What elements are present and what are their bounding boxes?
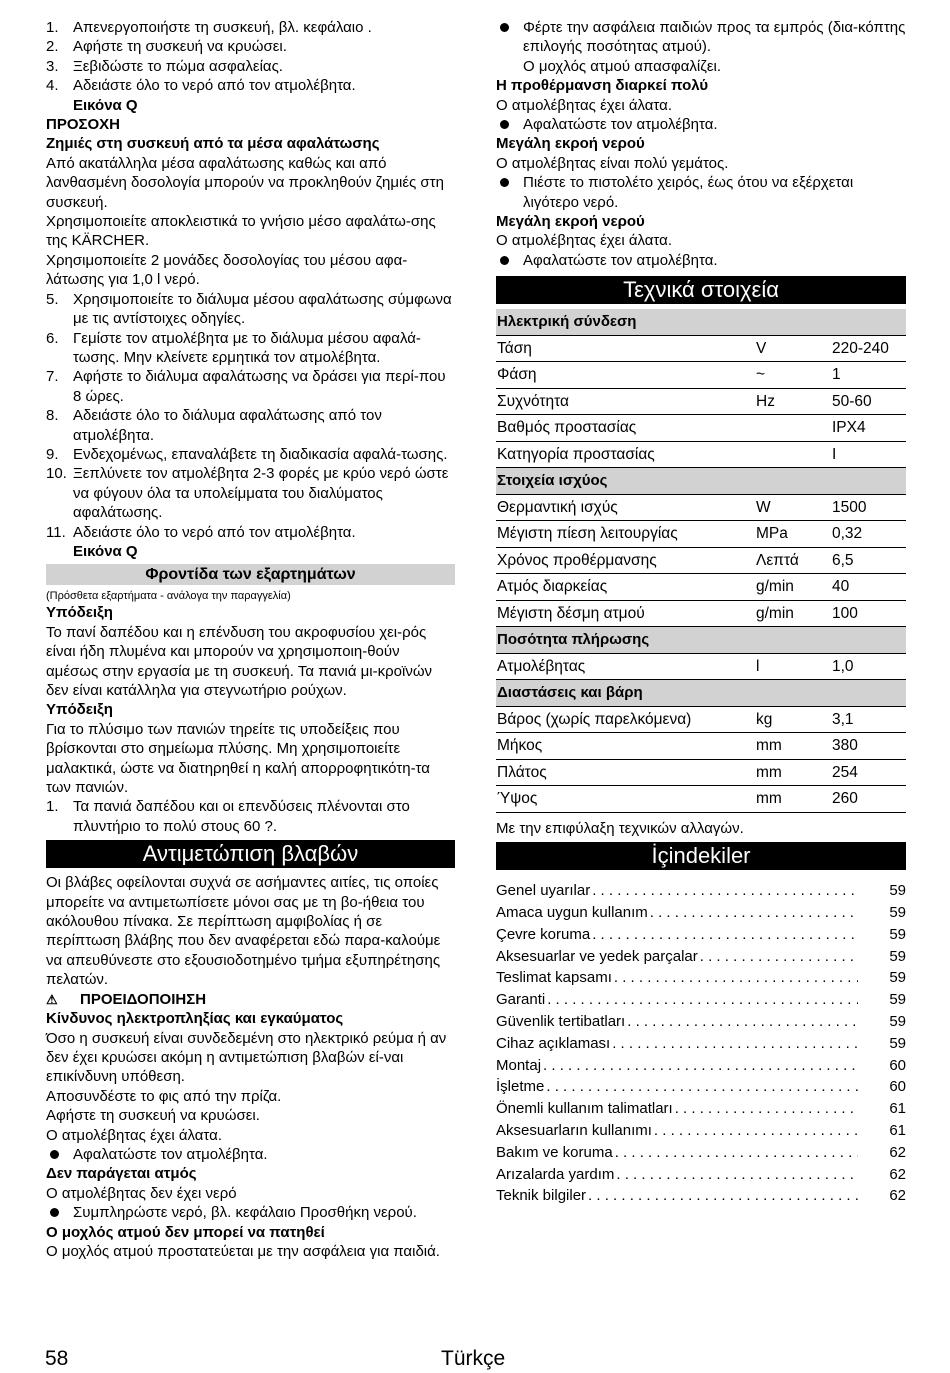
- hint-text: Για το πλύσιμο των πανιών τηρείτε τις υποδείξεις που βρίσκονται στο σημείωμα πλύσης. Μη χρησιμοποιείτε μαλακτικά, ώστε να διατηρηθεί η καλή απορροφητικότη-τα των πανιών.: [46, 720, 430, 797]
- left-column: [46, 18, 455, 1261]
- table-row: [496, 706, 906, 733]
- toc-entry: [496, 989, 906, 1011]
- trouble-intro: Οι βλάβες οφείλονται συχνά σε ασήμαντες αιτίες, τις οποίες μπορείτε να αντιμετωπίσετε μόνοι σας με τη βο-ήθεια του ακόλουθου πίνακα. Σε περίπτωση αμφιβολίας ή σε περίπτωση βλάβης που δεν αναφέρεται εδώ παρα-καλούμε να απευθύνεστε στο εξουσιοδοτημένο τμήμα εξυπηρέτησης πελατών.: [46, 874, 441, 989]
- toc-page: 62: [889, 1187, 906, 1205]
- care-heading: Φροντίδα των εξαρτημάτων: [46, 564, 455, 585]
- toc-entry: [496, 1033, 906, 1055]
- tech-unit: g/min: [755, 600, 831, 627]
- toc-leader: [592, 924, 858, 946]
- bullet-item: Αφαλατώστε τον ατμολέβητα.: [496, 115, 906, 134]
- list-item: 10. Ξεπλύνετε τον ατμολέβητα 2-3 φορές με κρύο νερό ώστε να φύγουν όλα τα υπολείμματα του διαλύματος αφαλάτωσης.: [46, 465, 449, 522]
- tech-param: Μέγιστη πίεση λειτουργίας: [496, 521, 755, 548]
- tech-value: I: [831, 441, 906, 468]
- list-item: 5. Χρησιμοποιείτε το διάλυμα μέσου αφαλάτωσης σύμφωνα με τις αντίστοιχες οδηγίες.: [46, 290, 452, 328]
- toc-entry: [496, 924, 906, 946]
- figure-ref: Εικόνα Q: [73, 542, 138, 560]
- toc-page: 60: [889, 1078, 906, 1096]
- tech-section-row: [496, 680, 906, 707]
- tech-unit: g/min: [755, 574, 831, 601]
- toc-entry: [496, 880, 906, 902]
- toc-leader: [592, 880, 858, 902]
- tech-param: Κατηγορία προστασίας: [496, 441, 755, 468]
- toc-title: Arızalarda yardım: [496, 1165, 615, 1183]
- warning-text: Όσο η συσκευή είναι συνδεδεμένη στο ηλεκτρικό ρεύμα ή αν δεν έχει κρυώσει ακόμη η αντιμετώπιση βλαβών εί-ναι επικίνδυνη υπόθεση.: [46, 1029, 447, 1086]
- list-item: 4. Αδειάστε όλο το νερό από τον ατμολέβητα.: [46, 77, 356, 95]
- water-text: Ο ατμολέβητας είναι πολύ γεμάτος.: [496, 154, 729, 172]
- preheat-title: Η προθέρμανση διαρκεί πολύ: [496, 77, 709, 95]
- toc-title: Genel uyarılar: [496, 882, 591, 900]
- caution-label: ΠΡΟΣΟΧΗ: [46, 116, 121, 134]
- figure-ref: Εικόνα Q: [73, 96, 138, 114]
- tech-value: 1,0: [831, 653, 906, 680]
- steps-b: [46, 290, 455, 542]
- tech-unit: [755, 415, 831, 442]
- table-row: [496, 362, 906, 389]
- toc-title: Çevre koruma: [496, 925, 591, 943]
- tech-value: 260: [831, 786, 906, 813]
- toc-page: 59: [889, 1034, 906, 1052]
- tech-unit: MPa: [755, 521, 831, 548]
- toc-page: 59: [889, 991, 906, 1009]
- table-row: [496, 335, 906, 362]
- tech-section-row: [496, 468, 906, 495]
- bullet-followup: Ο μοχλός ατμού απασφαλίζει.: [523, 57, 722, 75]
- toc-page: 59: [889, 925, 906, 943]
- table-row: [496, 759, 906, 786]
- tech-param: Βάρος (χωρίς παρελκόμενα): [496, 706, 755, 733]
- toc-page: 59: [889, 882, 906, 900]
- toc-title: Montaj: [496, 1056, 542, 1074]
- toc-entry: [496, 946, 906, 968]
- tech-value: 40: [831, 574, 906, 601]
- bullet-item: Πιέστε το πιστολέτο χειρός, έως ότου να εξέρχεται λιγότερο νερό.: [496, 173, 906, 212]
- tech-section-row: [496, 309, 906, 335]
- tech-unit: W: [755, 494, 831, 521]
- toc-page: 62: [889, 1143, 906, 1161]
- table-row: [496, 441, 906, 468]
- lever-title: Ο μοχλός ατμού δεν μπορεί να πατηθεί: [46, 1223, 325, 1241]
- warning-label: ⚠ ΠΡΟΕΙΔΟΠΟΙΗΣΗ: [46, 990, 207, 1008]
- hint-text: Το πανί δαπέδου και η επένδυση του ακροφυσίου χει-ρός είναι ήδη πλυμένα και μπορούν να χρησιμοποιη-θούν αμέσως στην εργασία με τη συσκευή. Τα πανιά μι-κροϊνών δεν είναι κατάλληλα για στεγνωτήριο ρούχων.: [46, 623, 433, 699]
- toc-page: 59: [889, 947, 906, 965]
- tech-section-label: Στοιχεία ισχύος: [496, 468, 906, 495]
- list-item: 7. Αφήστε το διάλυμα αφαλάτωσης να δράσει για περί-που 8 ώρες.: [46, 368, 446, 405]
- toc-title: Cihaz açıklaması: [496, 1034, 611, 1052]
- bullet-item: Αφαλατώστε τον ατμολέβητα.: [46, 1145, 455, 1164]
- table-row: [496, 494, 906, 521]
- toc-leader: [700, 946, 858, 968]
- toc-leader: [543, 1055, 858, 1077]
- tech-unit: Λεπτά: [755, 547, 831, 574]
- toc-title: Aksesuarlar ve yedek parçalar: [496, 947, 698, 965]
- toc-entry: [496, 1076, 906, 1098]
- table-row: [496, 733, 906, 760]
- toc-title: İşletme: [496, 1078, 545, 1096]
- toc-leader: [650, 902, 858, 924]
- toc-title: Bakım ve koruma: [496, 1143, 613, 1161]
- toc-entry: [496, 1164, 906, 1186]
- toc-entry: [496, 1120, 906, 1142]
- tech-value: 220-240: [831, 335, 906, 362]
- toc-title: Garanti: [496, 991, 546, 1009]
- list-item: 8. Αδειάστε όλο το διάλυμα αφαλάτωσης από τον ατμολέβητα.: [46, 407, 382, 444]
- list-item: 9. Ενδεχομένως, επαναλάβετε τη διαδικασία αφαλά-τωσης.: [46, 445, 448, 463]
- toc-entry: [496, 1142, 906, 1164]
- caution-text: Από ακατάλληλα μέσα αφαλάτωσης καθώς και από λανθασμένη δοσολογία μπορούν να προκληθούν ζημιές στη συσκευή.: [46, 154, 444, 211]
- table-row: [496, 415, 906, 442]
- lever-text: Ο μοχλός ατμού προστατεύεται με την ασφάλεια για παιδιά.: [46, 1242, 440, 1260]
- tech-param: Θερμαντική ισχύς: [496, 494, 755, 521]
- preheat-text: Ο ατμολέβητας έχει άλατα.: [496, 96, 672, 114]
- tech-param: Συχνότητα: [496, 388, 755, 415]
- toc-entry: [496, 967, 906, 989]
- tech-section-label: Ποσότητα πλήρωσης: [496, 627, 906, 654]
- caution-title: Ζημιές στη συσκευή από τα μέσα αφαλάτωσης: [46, 135, 380, 153]
- tech-value: 100: [831, 600, 906, 627]
- water-title: Μεγάλη εκροή νερού: [496, 135, 645, 153]
- tech-param: Ύψος: [496, 786, 755, 813]
- toc-title: Teknik bilgiler: [496, 1187, 587, 1205]
- tech-param: Ατμολέβητας: [496, 653, 755, 680]
- tech-heading: Τεχνικά στοιχεία: [496, 276, 906, 304]
- bullet-item: Φέρτε την ασφάλεια παιδιών προς τα εμπρός (δια-κόπτης επιλογής ποσότητας ατμού).: [496, 18, 906, 57]
- list-item: 2. Αφήστε τη συσκευή να κρυώσει.: [46, 38, 287, 56]
- table-row: [496, 574, 906, 601]
- toc-list: [496, 880, 906, 1207]
- list-item: 3. Ξεβιδώστε το πώμα ασφαλείας.: [46, 57, 283, 75]
- steps-a: [46, 18, 455, 96]
- page-number: 58: [45, 1347, 69, 1370]
- bullet-item: Αφαλατώστε τον ατμολέβητα.: [496, 251, 906, 270]
- list-item: 6. Γεμίστε τον ατμολέβητα με το διάλυμα μέσου αφαλά-τωσης. Μην κλείνετε ερμητικά τον ατμολέβητα.: [46, 329, 421, 366]
- warning-text: Ο ατμολέβητας έχει άλατα.: [46, 1126, 222, 1144]
- toc-entry: [496, 1011, 906, 1033]
- tech-value: 254: [831, 759, 906, 786]
- warning-triangle-icon: ⚠: [46, 991, 58, 1007]
- toc-title: Amaca uygun kullanım: [496, 903, 648, 921]
- tech-param: Μέγιστη δέσμη ατμού: [496, 600, 755, 627]
- toc-heading: İçindekiler: [496, 842, 906, 870]
- toc-entry: [496, 1098, 906, 1120]
- tech-param: Πλάτος: [496, 759, 755, 786]
- toc-title: Aksesuarların kullanımı: [496, 1121, 652, 1139]
- tech-value: 380: [831, 733, 906, 760]
- toc-title: Teslimat kapsamı: [496, 969, 612, 987]
- toc-leader: [654, 1120, 858, 1142]
- toc-page: 59: [889, 903, 906, 921]
- caution-text: Χρησιμοποιείτε 2 μονάδες δοσολογίας του μέσου αφα-λάτωσης για 1,0 l νερό.: [46, 251, 408, 289]
- toc-entry: [496, 902, 906, 924]
- water-text: Ο ατμολέβητας έχει άλατα.: [496, 232, 672, 250]
- tech-value: 0,32: [831, 521, 906, 548]
- tech-unit: mm: [755, 733, 831, 760]
- tech-unit: mm: [755, 786, 831, 813]
- page-language: Türkçe: [441, 1347, 506, 1370]
- tech-unit: [755, 441, 831, 468]
- tech-value: 1500: [831, 494, 906, 521]
- table-row: [496, 786, 906, 813]
- tech-value: 3,1: [831, 706, 906, 733]
- tech-param: Φάση: [496, 362, 755, 389]
- caution-text: Χρησιμοποιείτε αποκλειστικά το γνήσιο μέσο αφαλάτω-σης της KÄRCHER.: [46, 213, 436, 250]
- toc-page: 59: [889, 969, 906, 987]
- tech-unit: mm: [755, 759, 831, 786]
- tech-table: [496, 309, 906, 813]
- no-steam-text: Ο ατμολέβητας δεν έχει νερό: [46, 1184, 237, 1202]
- tech-section-label: Διαστάσεις και βάρη: [496, 680, 906, 707]
- no-steam-title: Δεν παράγεται ατμός: [46, 1165, 197, 1183]
- tech-unit: kg: [755, 706, 831, 733]
- warning-text: Αφήστε τη συσκευή να κρυώσει.: [46, 1107, 260, 1125]
- toc-page: 59: [889, 1012, 906, 1030]
- tech-unit: ~: [755, 362, 831, 389]
- list-item: 1. Τα πανιά δαπέδου και οι επενδύσεις πλένονται στο πλυντήριο το πολύ στους 60 ?.: [46, 798, 410, 835]
- toc-leader: [675, 1098, 858, 1120]
- bullet-item: Συμπληρώστε νερό, βλ. κεφάλαιο Προσθήκη νερού.: [46, 1203, 455, 1222]
- toc-leader: [615, 1142, 858, 1164]
- tech-param: Μήκος: [496, 733, 755, 760]
- hint-title: Υπόδειξη: [46, 701, 113, 719]
- table-row: [496, 600, 906, 627]
- toc-entry: [496, 1055, 906, 1077]
- toc-title: Güvenlik tertibatları: [496, 1012, 626, 1030]
- tech-param: Χρόνος προθέρμανσης: [496, 547, 755, 574]
- trouble-heading: Αντιμετώπιση βλαβών: [46, 840, 455, 868]
- table-row: [496, 521, 906, 548]
- table-row: [496, 653, 906, 680]
- toc-leader: [627, 1011, 858, 1033]
- toc-page: 61: [889, 1100, 906, 1118]
- hint-title: Υπόδειξη: [46, 604, 113, 622]
- list-item: 1. Απενεργοποιήστε τη συσκευή, βλ. κεφάλαιο .: [46, 19, 372, 36]
- toc-title: Önemli kullanım talimatları: [496, 1100, 673, 1118]
- tech-param: Ατμός διαρκείας: [496, 574, 755, 601]
- tech-value: 1: [831, 362, 906, 389]
- tech-section-row: [496, 627, 906, 654]
- water-title: Μεγάλη εκροή νερού: [496, 213, 645, 231]
- toc-leader: [614, 967, 858, 989]
- care-note: (Πρόσθετα εξαρτήματα - ανάλογα την παραγγελία): [46, 590, 291, 603]
- toc-leader: [546, 1076, 858, 1098]
- warning-title: Κίνδυνος ηλεκτροπληξίας και εγκαύματος: [46, 1010, 344, 1028]
- tech-value: 6,5: [831, 547, 906, 574]
- toc-leader: [588, 1185, 858, 1207]
- tech-param: Τάση: [496, 335, 755, 362]
- tech-unit: Hz: [755, 388, 831, 415]
- toc-page: 61: [889, 1121, 906, 1139]
- list-item: 11. Αδειάστε όλο το νερό από τον ατμολέβητα.: [46, 523, 356, 541]
- tech-unit: V: [755, 335, 831, 362]
- right-column: [496, 18, 906, 1207]
- tech-unit: l: [755, 653, 831, 680]
- tech-note: Με την επιφύλαξη τεχνικών αλλαγών.: [496, 819, 744, 837]
- toc-leader: [616, 1164, 858, 1186]
- tech-section-label: Ηλεκτρική σύνδεση: [496, 309, 906, 335]
- toc-leader: [547, 989, 858, 1011]
- tech-value: 50-60: [831, 388, 906, 415]
- table-row: [496, 388, 906, 415]
- toc-page: 62: [889, 1165, 906, 1183]
- warning-text: Αποσυνδέστε το φις από την πρίζα.: [46, 1087, 282, 1105]
- toc-page: 60: [889, 1056, 906, 1074]
- toc-leader: [612, 1033, 858, 1055]
- toc-entry: [496, 1185, 906, 1207]
- tech-param: Βαθμός προστασίας: [496, 415, 755, 442]
- table-row: [496, 547, 906, 574]
- tech-value: IPX4: [831, 415, 906, 442]
